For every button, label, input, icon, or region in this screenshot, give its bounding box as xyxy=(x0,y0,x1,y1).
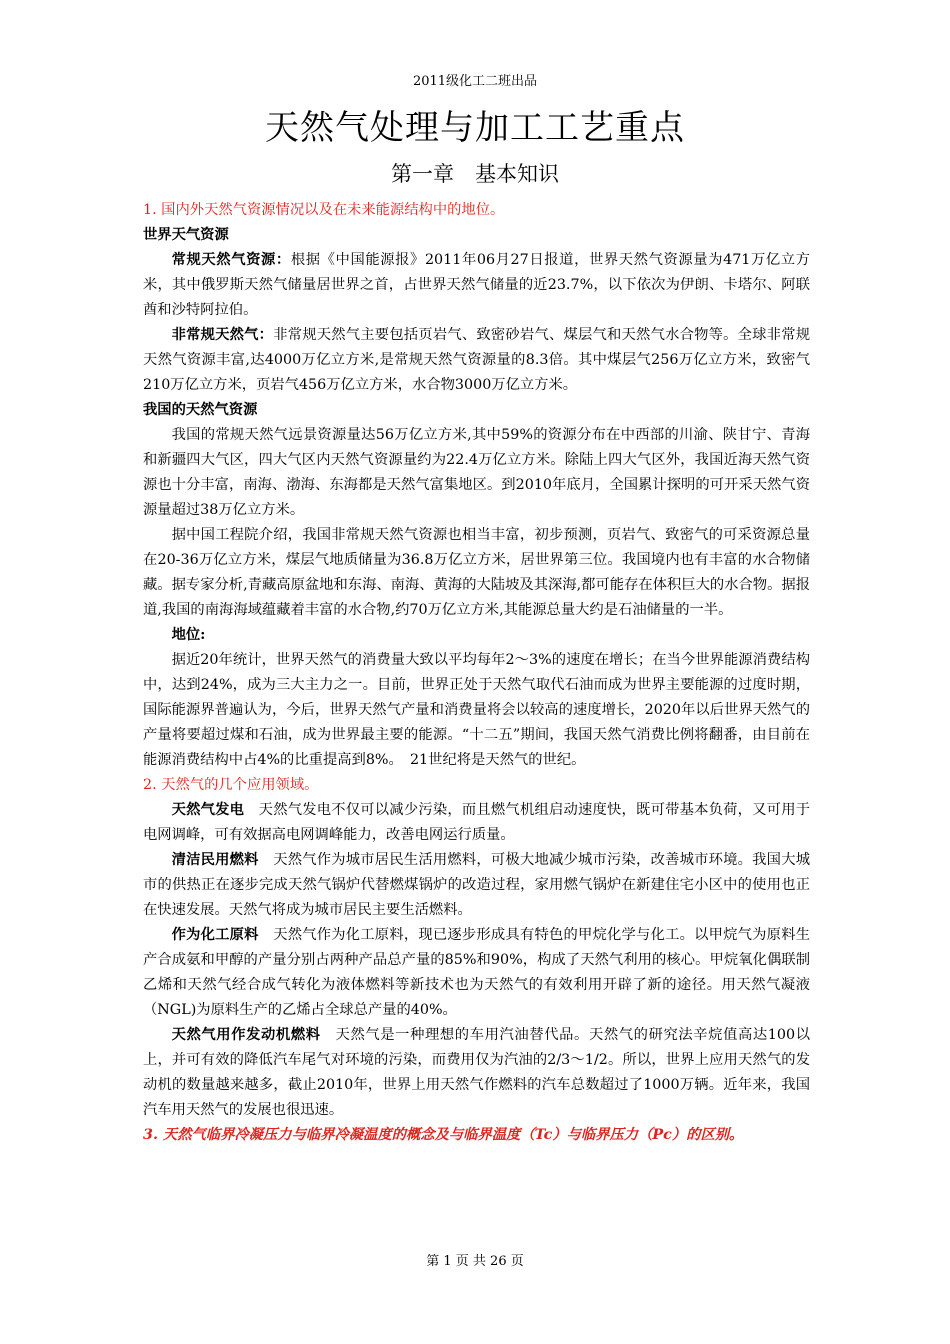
application-power-paragraph xyxy=(143,798,810,848)
application-engine-paragraph xyxy=(143,1023,810,1123)
application-power-label: 天然气发电 xyxy=(171,802,245,818)
unconventional-gas-text: 非常规天然气主要包括页岩气、致密砂岩气、煤层气和天然气水合物等。全球非常规天然气资源丰富,达4000万亿立方米,是常规天然气资源量的8.3倍。其中煤层气256万亿立方米，致密气210万亿立方米，页岩气456万亿立方米，水合物3000万亿立方米。 xyxy=(143,327,811,393)
application-civil-label: 清洁民用燃料 xyxy=(171,852,259,868)
status-paragraph: 据近20年统计，世界天然气的消费量大致以平均每年2～3%的速度在增长；在当今世界能源消费结构中，达到24%，成为三大主力之一。目前，世界正处于天然气取代石油而成为世界主要能源的过度时期，国际能源界普遍认为，今后，世界天然气产量和消费量将会以较高的速度增长，2020年以后世界天然气的产量将要超过煤和石油，成为世界最主要的能源。“十二五”期间，我国天然气消费比例将翻番，由目前在能源消费结构中占4%的比重提高到8%。 21世纪将是天然气的世纪。 xyxy=(143,652,810,768)
world-resources-heading: 世界天气资源 xyxy=(143,227,229,243)
status-heading: 地位: xyxy=(171,627,206,643)
application-engine-text: 天然气是一种理想的车用汽油替代品。天然气的研究法辛烷值高达100以上，并可有效的降低汽车尾气对环境的污染，而费用仅为汽油的2/3～1/2。所以，世界上应用天然气的发动机的数量越来越多，截止2010年，世界上用天然气作燃料的汽车总数超过了1000万辆。近年来，我国汽车用天然气的发展也很迅速。 xyxy=(143,1027,810,1118)
application-power-text: 天然气发电不仅可以减少污染，而且燃气机组启动速度快，既可带基本负荷，又可用于电网调峰，可有效据高电网调峰能力，改善电网运行质量。 xyxy=(143,802,811,843)
conventional-gas-text: 根据《中国能源报》2011年06月27日报道，世界天然气资源量为471万亿立方米，其中俄罗斯天然气储量居世界之首，占世界天然气储量的近23.7%，以下依次为伊朗、卡塔尔、阿联酋和沙特阿拉伯。 xyxy=(143,252,810,318)
chapter-heading: 第一章 基本知识 xyxy=(391,162,559,186)
conventional-gas-label: 常规天然气资源： xyxy=(171,252,291,268)
question-3: 3. 天然气临界冷凝压力与临界冷凝温度的概念及与临界温度（Tc）与临界压力（Pc）的区别。 xyxy=(143,1127,744,1143)
unconventional-gas-paragraph xyxy=(143,323,810,398)
china-unconventional-paragraph: 据中国工程院介绍，我国非常规天然气资源也相当丰富，初步预测，页岩气、致密气的可采资源总量在20-36万亿立方米，煤层气地质储量为36.8万亿立方米，居世界第三位。我国境内也有丰富的水合物储藏。据专家分析,青藏高原盆地和东海、南海、黄海的大陆坡及其深海,都可能存在体积巨大的水合物。据报道,我国的南海海域蕴藏着丰富的水合物,约70万亿立方米,其能源总量大约是石油储量的一半。 xyxy=(143,527,810,618)
application-chemical-text: 天然气作为化工原料，现已逐步形成具有特色的甲烷化学与化工。以甲烷气为原料生产合成氨和甲醇的产量分别占两种产品总产量的85%和90%，构成了天然气利用的核心。甲烷氧化偶联制乙烯和天然气经合成气转化为液体燃料等新技术也为天然气的有效利用开辟了新的途径。用天然气凝液（NGL)为原料生产的乙烯占全球总产量的40%。 xyxy=(143,927,811,1018)
application-chemical-paragraph xyxy=(143,923,810,1023)
page-header: 2011级化工二班出品 xyxy=(412,74,538,89)
application-civil-paragraph xyxy=(143,848,810,923)
question-2: 2. 天然气的几个应用领域。 xyxy=(143,777,319,793)
question-1: 1. 国内外天然气资源情况以及在未来能源结构中的地位。 xyxy=(143,202,505,218)
application-engine-label: 天然气用作发动机燃料 xyxy=(171,1027,321,1043)
document-body xyxy=(143,198,810,1148)
conventional-gas-paragraph xyxy=(143,248,810,323)
application-chemical-label: 作为化工原料 xyxy=(171,927,259,943)
china-conventional-paragraph: 我国的常规天然气远景资源量达56万亿立方米,其中59%的资源分布在中西部的川渝、陕甘宁、青海和新疆四大气区，四大气区内天然气资源量约为22.4万亿立方米。除陆上四大气区外，我国近海天然气资源也十分丰富，南海、渤海、东海都是天然气富集地区。到2010年底月，全国累计探明的可开采天然气资源量超过38万亿立方米。 xyxy=(143,427,810,518)
unconventional-gas-label: 非常规天然气： xyxy=(171,327,274,343)
china-resources-heading: 我国的天然气资源 xyxy=(143,402,258,418)
application-civil-text: 天然气作为城市居民生活用燃料，可极大地减少城市污染，改善城市环境。我国大城市的供热正在逐步完成天然气锅炉代替燃煤锅炉的改造过程，家用燃气锅炉在新建住宅小区中的使用也正在快速发展。天然气将成为城市居民主要生活燃料。 xyxy=(143,852,811,918)
page-footer: 第 1 页 共 26 页 xyxy=(426,1254,524,1269)
document-title: 天然气处理与加工工艺重点 xyxy=(265,108,685,148)
